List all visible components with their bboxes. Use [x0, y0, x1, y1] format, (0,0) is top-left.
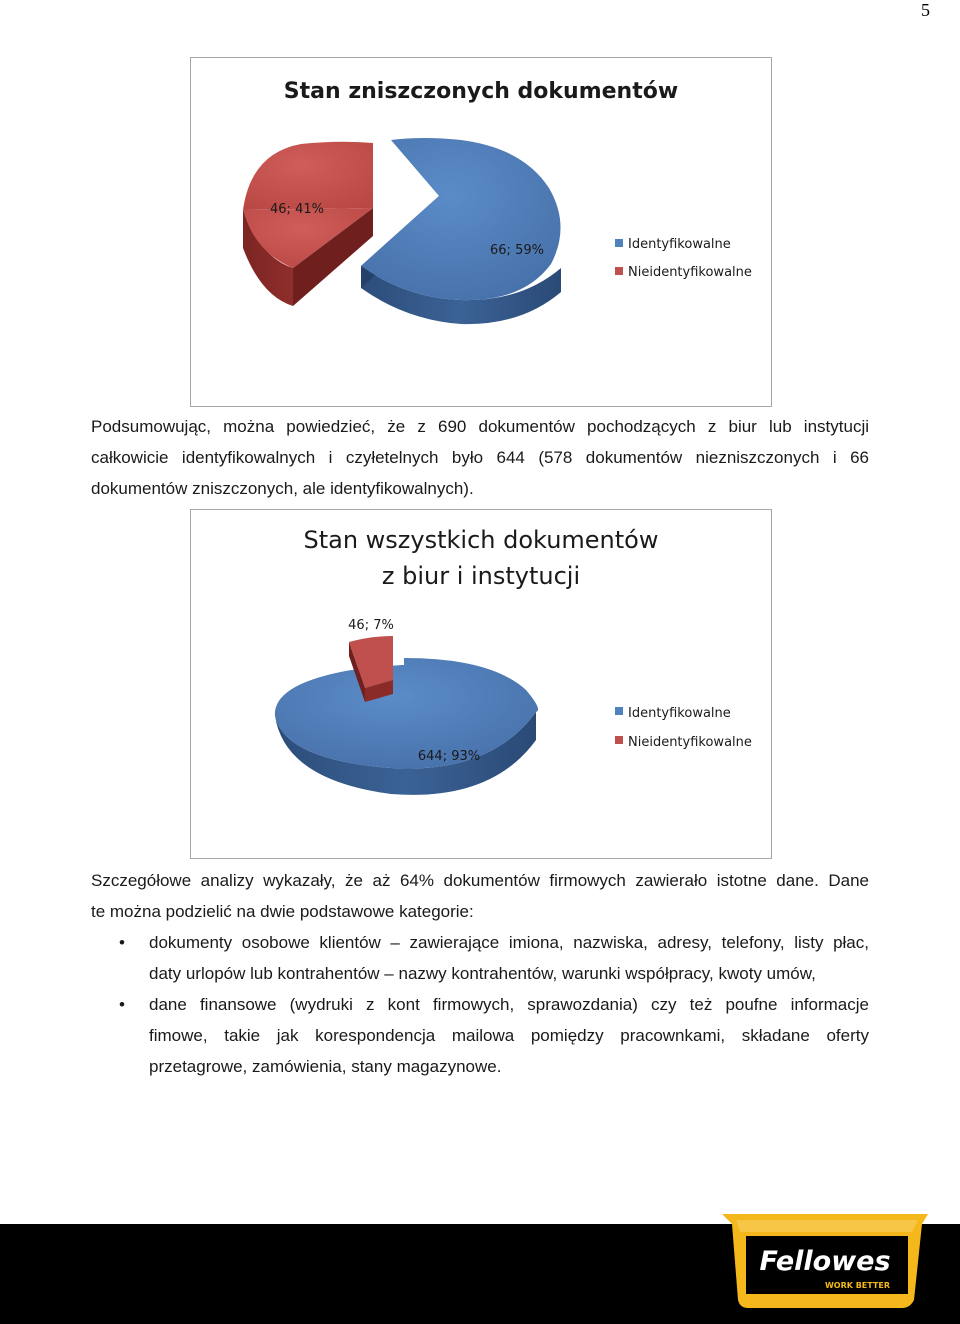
- list-item-line: fimowe, takie jak korespondencja mailowa pomiędzy pracownkami, składane oferty: [149, 1026, 869, 1045]
- analysis-line-2: te można podzielić na dwie podstawowe kategorie:: [91, 902, 474, 921]
- chart1-slice-nieidentyfikowalne: [243, 142, 373, 306]
- chart2-title-line-1: Stan wszystkich dokumentów: [303, 526, 659, 554]
- summary-line-2: całkowicie identyfikowalnych i czyłetelnych było 644 (578 dokumentów niezniszczonych i 66: [91, 448, 869, 467]
- chart-all-documents: [190, 509, 772, 859]
- chart2-legend-swatch-red: [615, 736, 623, 744]
- list-item: [91, 989, 869, 1082]
- chart1-label-nieidentyfikowalne: 46; 41%: [270, 202, 324, 217]
- chart2-label-nieidentyfikowalne: 46; 7%: [348, 618, 394, 633]
- summary-line-1: Podsumowując, można powiedzieć, że z 690 dokumentów pochodzących z biur lub instytucji: [91, 417, 869, 436]
- logo-tagline: WORK BETTER: [824, 1281, 890, 1290]
- list-item: [91, 927, 869, 989]
- analysis-paragraph: [91, 865, 869, 927]
- chart2-slice-identyfikowalne: [275, 658, 538, 795]
- chart1-legend: [615, 237, 752, 280]
- list-item-line: dane finansowe (wydruki z kont firmowych, sprawozdania) czy też poufne informacje: [149, 995, 869, 1014]
- list-item-line: dokumenty osobowe klientów – zawierające imiona, nazwiska, adresy, telefony, listy płac,: [149, 933, 869, 952]
- chart1-slice-identyfikowalne: [361, 138, 561, 324]
- chart1-legend-swatch-blue: [615, 239, 623, 247]
- chart2-legend: [615, 706, 752, 750]
- chart1-legend-nieidentyfikowalne: Nieidentyfikowalne: [628, 265, 752, 280]
- list-item-line: daty urlopów lub kontrahentów – nazwy kontrahentów, warunki współpracy, kwoty umów,: [149, 964, 816, 983]
- chart-destroyed-documents: [190, 57, 772, 407]
- chart2-legend-swatch-blue: [615, 707, 623, 715]
- chart2-svg: [191, 510, 771, 858]
- fellowes-logo: [722, 1212, 932, 1312]
- summary-line-3: dokumentów zniszczonych, ale identyfikowalnych).: [91, 479, 474, 498]
- analysis-line-1: Szczegółowe analizy wykazały, że aż 64% dokumentów firmowych zawierało istotne dane. Dane: [91, 871, 869, 890]
- category-list: [91, 927, 869, 1082]
- page-number: 5: [921, 0, 930, 20]
- logo-brand: Fellowes: [759, 1246, 891, 1277]
- chart1-label-identyfikowalne: 66; 59%: [490, 243, 544, 258]
- summary-paragraph: [91, 411, 869, 504]
- chart2-label-identyfikowalne: 644; 93%: [417, 749, 481, 764]
- bullet-icon: •: [119, 933, 125, 952]
- chart1-legend-identyfikowalne: Identyfikowalne: [628, 237, 731, 252]
- chart1-title: Stan zniszczonych dokumentów: [283, 79, 679, 104]
- chart2-legend-nieidentyfikowalne: Nieidentyfikowalne: [628, 735, 752, 750]
- chart1-svg: [191, 58, 771, 406]
- chart1-legend-swatch-red: [615, 267, 623, 275]
- bullet-icon: •: [119, 995, 125, 1014]
- chart2-legend-identyfikowalne: Identyfikowalne: [628, 706, 731, 721]
- list-item-line: przetagrowe, zamówienia, stany magazynowe.: [149, 1057, 502, 1076]
- chart2-title-line-2: z biur i instytucji: [381, 562, 581, 590]
